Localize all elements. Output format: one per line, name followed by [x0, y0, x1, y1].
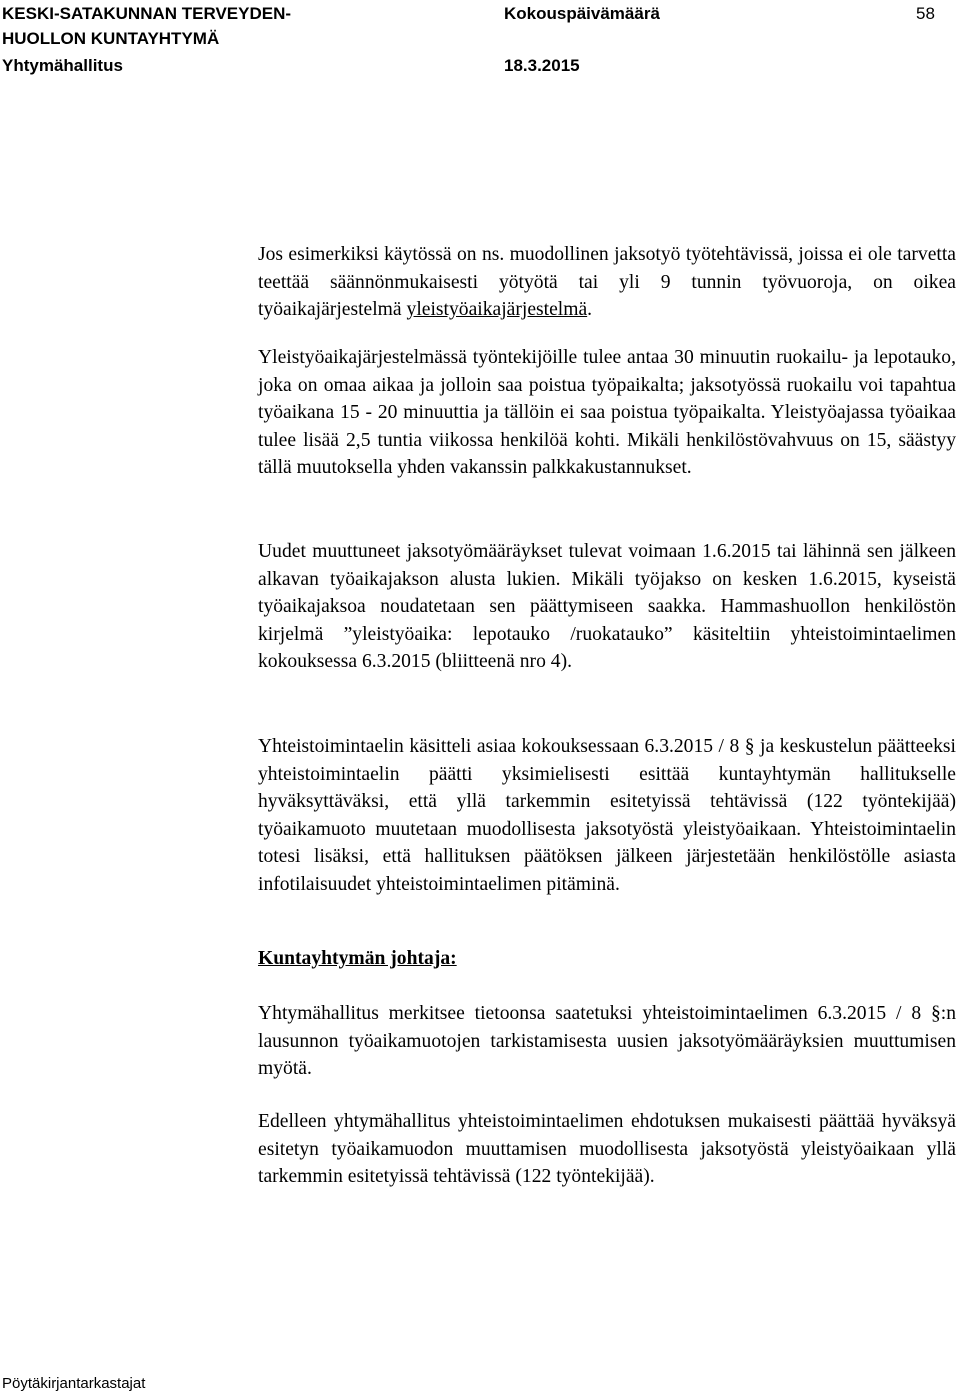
paragraph-5-rest: :n lausunnon työaikamuotojen tarkistamisesta uusien jaksotyömääräyksien muuttumisen myötä.	[258, 1003, 956, 1079]
page-number: 58	[916, 4, 935, 23]
paragraph-3	[258, 538, 956, 676]
meeting-date-label: Kokouspäivämäärä	[504, 4, 660, 23]
section-sign-icon: §	[744, 736, 755, 757]
meeting-date: 18.3.2015	[504, 56, 580, 75]
body-name: Yhtymähallitus	[2, 56, 123, 75]
paragraph-4-start: Yhteistoimintaelin käsitteli asiaa kokouksessaan 6.3.2015 / 8	[258, 736, 745, 757]
footer-label: Pöytäkirjantarkastajat	[2, 1375, 146, 1392]
section-sign-icon: §	[930, 1003, 941, 1024]
paragraph-1-text: Jos esimerkiksi käytössä on ns. muodollinen jaksotyö työtehtävissä, joissa ei ole tarvetta teettää säännönmukaisesti yötyötä tai yli 9 tunnin työvuoroja, on oikea työaikajärjestelmä	[258, 244, 956, 320]
paragraph-4-rest: ja keskustelun päätteeksi yhteistoimintaelin päätti yksimielisesti esittää kuntayhtymän hallitukselle hyväksyttäväksi, että yllä tarkemmin esitetyissä tehtävissä (122 työntekijää) työaikamuoto muutetaan muodollisesta jaksotyöstä yleistyöaikaan. Yhteistoimintaelin totesi lisäksi, että hallituksen päätöksen jälkeen järjestetään henkilöstölle asiasta infotilaisuudet yhteistoimintaelimen pitäminä.	[258, 736, 956, 895]
paragraph-4	[258, 733, 956, 898]
paragraph-1-end: .	[587, 299, 593, 320]
paragraph-5	[258, 1000, 956, 1083]
paragraph-6-text: Edelleen yhtymähallitus yhteistoimintaelimen ehdotuksen mukaisesti päättää hyväksyä esitetyn työaikamuodon muuttamisen muodollisesta jaksotyöstä yleistyöaikaan yllä tarkemmin esitetyissä tehtävissä (122 työntekijää).	[258, 1111, 956, 1187]
underlined-term: yleistyöaikajärjestelmä	[406, 299, 588, 320]
section-heading: Kuntayhtymän johtaja:	[258, 948, 457, 969]
paragraph-1	[258, 241, 956, 324]
paragraph-5-start: Yhtymähallitus merkitsee tietoonsa saatetuksi yhteistoimintaelimen 6.3.2015 / 8	[258, 1003, 931, 1024]
paragraph-2-text: Yleistyöaikajärjestelmässä työntekijöille tulee antaa 30 minuutin ruokailu- ja lepotauko, joka on omaa aikaa ja jolloin saa poistua työpaikalta; jaksotyössä ruokailu voi tapahtua työaikana 15 - 20 minuuttia ja tällöin ei saa poistua työpaikalta. Yleistyöajassa työaikaa tulee lisää 2,5 tuntia viikossa henkilöä kohti. Mikäli henkilöstövahvuus on 15, säästyy tällä muutoksella yhden vakanssin palkkakustannukset.	[258, 347, 956, 478]
paragraph-3-text: Uudet muuttuneet jaksotyömääräykset tulevat voimaan 1.6.2015 tai lähinnä sen jälkeen alkavan työaikajakson alusta lukien. Mikäli työjakso on kesken 1.6.2015, kyseistä työaikajaksoa noudatetaan sen päättymiseen saakka. Hammashuollon henkilöstön kirjelmä ”yleistyöaika: lepotauko /ruokatauko” käsiteltiin yhteistoimintaelimen kokouksessa 6.3.2015 (bliitteenä nro 4).	[258, 541, 956, 672]
organization-name-line1: KESKI-SATAKUNNAN TERVEYDEN-	[2, 4, 292, 23]
paragraph-6	[258, 1108, 956, 1191]
paragraph-2	[258, 344, 956, 482]
organization-name-line2: HUOLLON KUNTAYHTYMÄ	[2, 29, 220, 48]
